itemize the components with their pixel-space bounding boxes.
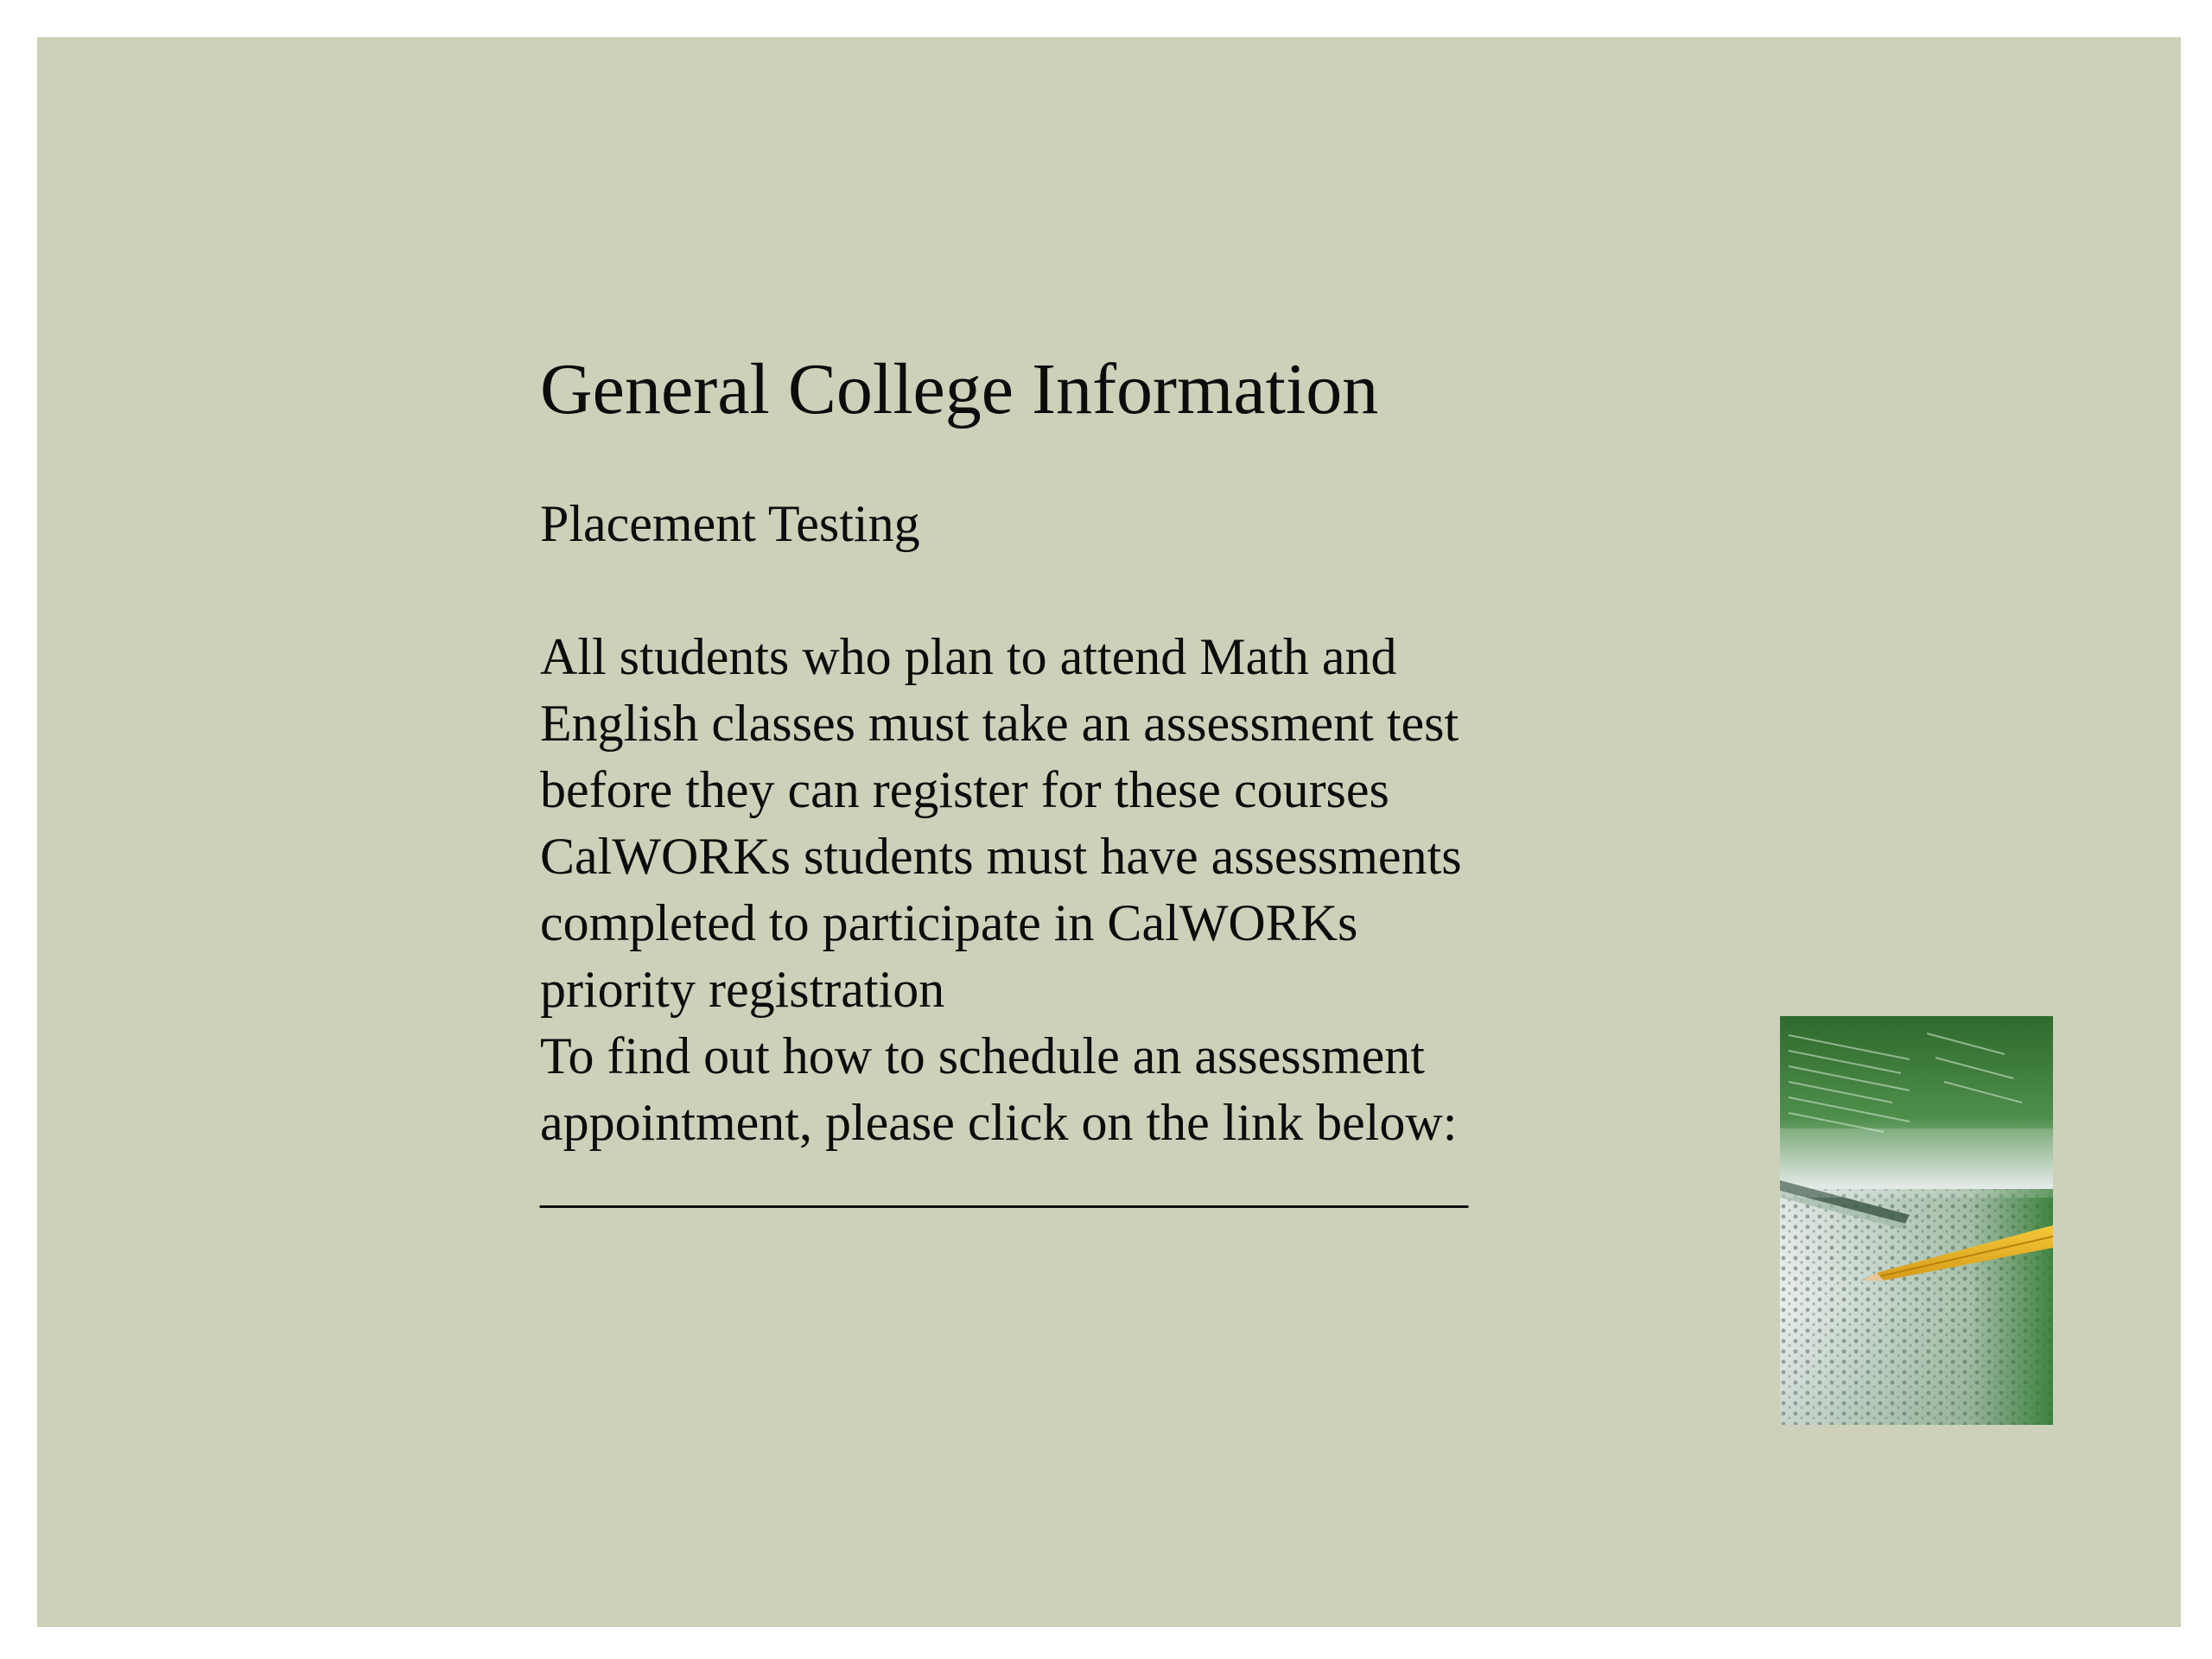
body-line: completed to participate in CalWORKs — [540, 893, 1358, 951]
answer-sheet-pencil-photo-icon — [1780, 1016, 2053, 1425]
link-placeholder[interactable]: _____________________________________ — [540, 1154, 1467, 1212]
body-line: To find out how to schedule an assessment — [540, 1027, 1425, 1084]
body-line: priority registration — [540, 960, 945, 1018]
body-line: CalWORKs students must have assessments — [540, 827, 1462, 885]
slide — [37, 37, 2181, 1627]
slide-content — [540, 348, 1620, 1217]
slide-title: General College Information — [540, 349, 1379, 429]
body-line: before they can register for these courses — [540, 760, 1389, 818]
body-line: English classes must take an assessment test — [540, 694, 1459, 752]
body-line: appointment, please click on the link below: — [540, 1093, 1458, 1151]
slide-body — [540, 624, 1620, 1217]
body-line: All students who plan to attend Math and — [540, 627, 1397, 685]
slide-subtitle: Placement Testing — [540, 494, 920, 552]
